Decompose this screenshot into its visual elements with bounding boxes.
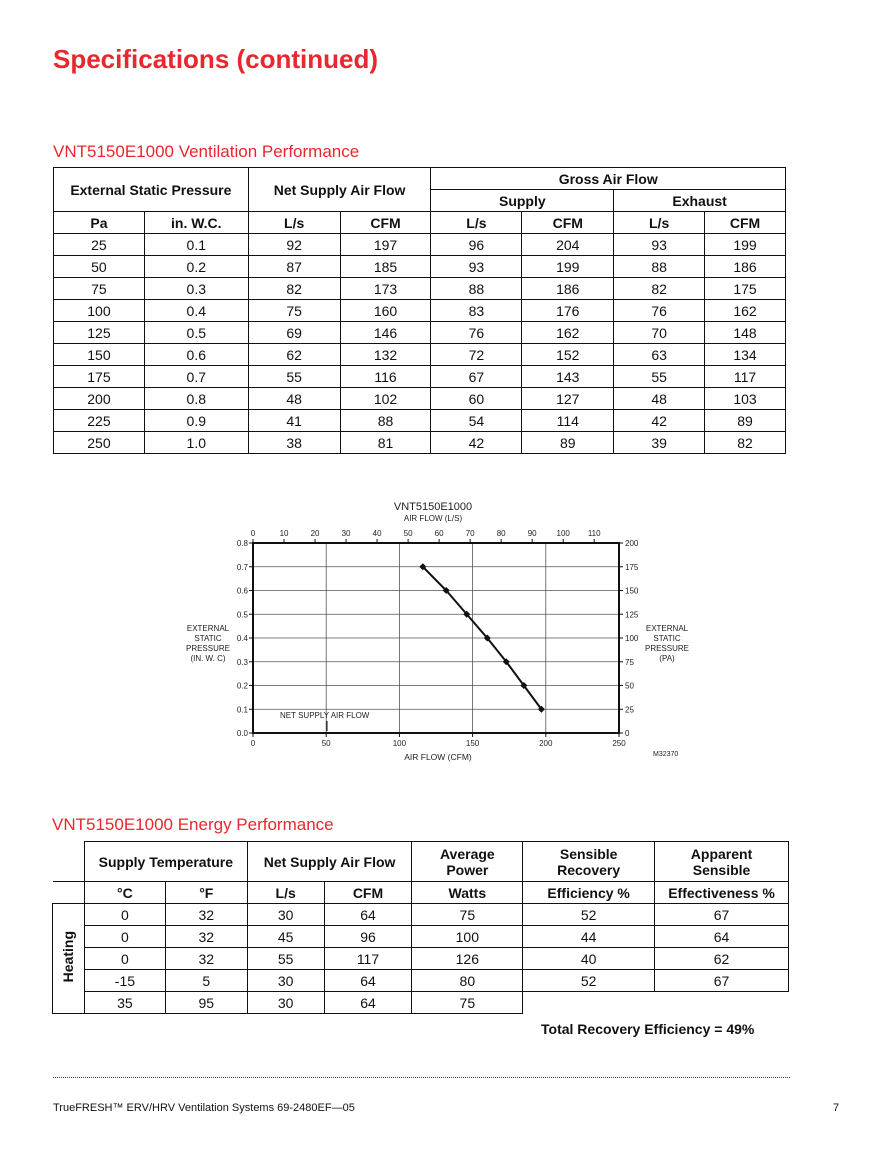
table-cell: 162 — [522, 322, 614, 344]
table-cell: 54 — [431, 410, 522, 432]
header-sensible-recovery: Sensible Recovery — [523, 842, 655, 882]
table-cell: 88 — [614, 256, 705, 278]
x-tick-label: 150 — [465, 739, 480, 748]
table-cell: 63 — [614, 344, 705, 366]
table-row — [53, 904, 789, 926]
table-cell: 186 — [522, 278, 614, 300]
footer-text: TrueFRESH™ ERV/HRV Ventilation Systems 69-2480EF—05 — [53, 1102, 355, 1114]
table-cell: 62 — [248, 344, 340, 366]
x-top-tick-label: 10 — [279, 529, 289, 538]
table-cell: 0 — [84, 926, 165, 948]
header-average-power: Average Power — [412, 842, 523, 882]
table-cell: 55 — [614, 366, 705, 388]
x-top-tick-label: 60 — [434, 529, 444, 538]
table-cell: 162 — [705, 300, 786, 322]
table-cell: 81 — [340, 432, 431, 454]
table-cell: 102 — [340, 388, 431, 410]
table-cell: 150 — [54, 344, 145, 366]
table-cell: 48 — [614, 388, 705, 410]
table-row — [54, 322, 786, 344]
ventilation-performance-table — [53, 167, 786, 454]
table-cell: 38 — [248, 432, 340, 454]
table-cell: 0.7 — [144, 366, 248, 388]
table-cell: 88 — [431, 278, 522, 300]
x-top-tick-label: 40 — [372, 529, 382, 538]
table-row — [53, 926, 789, 948]
table-cell: 0.6 — [144, 344, 248, 366]
table-cell: 148 — [705, 322, 786, 344]
x-tick-label: 50 — [321, 739, 331, 748]
table-cell: 89 — [705, 410, 786, 432]
y-left-axis-label-line: EXTERNAL — [186, 624, 230, 633]
unit-header: CFM — [340, 212, 431, 234]
table-cell: 76 — [614, 300, 705, 322]
table-cell: 173 — [340, 278, 431, 300]
y-right-tick-label: 150 — [625, 586, 639, 596]
table-row — [53, 970, 789, 992]
unit-header: CFM — [324, 882, 412, 904]
x-top-tick-label: 70 — [465, 529, 475, 538]
table-cell: 152 — [522, 344, 614, 366]
y-left-axis-label-line: STATIC — [194, 634, 222, 643]
unit-header: L/s — [431, 212, 522, 234]
y-tick-label: 0.3 — [236, 657, 248, 667]
table-cell: 185 — [340, 256, 431, 278]
x-axis-label: AIR FLOW (CFM) — [404, 752, 472, 762]
table-cell: 35 — [84, 992, 165, 1014]
table-cell: 75 — [54, 278, 145, 300]
table-cell: 176 — [522, 300, 614, 322]
table-cell: 70 — [614, 322, 705, 344]
table-cell: 0.2 — [144, 256, 248, 278]
y-right-tick-label: 175 — [625, 562, 639, 572]
table-cell: 82 — [614, 278, 705, 300]
table-cell: 75 — [412, 992, 523, 1014]
table-cell: 96 — [431, 234, 522, 256]
table-cell: 175 — [54, 366, 145, 388]
table-cell: 64 — [324, 904, 412, 926]
table-cell: 134 — [705, 344, 786, 366]
table-cell: 42 — [614, 410, 705, 432]
table-cell: 30 — [247, 970, 324, 992]
header-supply-temperature: Supply Temperature — [84, 842, 247, 882]
header-exhaust: Exhaust — [614, 190, 786, 212]
y-tick-label: 0.2 — [236, 681, 248, 691]
table-cell: 82 — [248, 278, 340, 300]
y-tick-label: 0.7 — [236, 562, 248, 572]
heating-label-text: Heating — [60, 931, 77, 983]
y-tick-label: 0.0 — [236, 729, 248, 738]
table-cell: 67 — [655, 970, 789, 992]
y-right-tick-label: 75 — [625, 657, 634, 667]
table-cell: 69 — [248, 322, 340, 344]
header-net-supply-air-flow: Net Supply Air Flow — [248, 168, 431, 212]
header-gross-air-flow: Gross Air Flow — [431, 168, 786, 190]
y-right-tick-label: 125 — [625, 610, 639, 620]
table-cell: 41 — [248, 410, 340, 432]
table-cell: 80 — [412, 970, 523, 992]
table-cell: 75 — [248, 300, 340, 322]
table-cell: 114 — [522, 410, 614, 432]
table-cell: 1.0 — [144, 432, 248, 454]
table-cell: 89 — [522, 432, 614, 454]
figure-id: M32370 — [653, 751, 679, 758]
table-cell: 62 — [655, 948, 789, 970]
table-cell: 132 — [340, 344, 431, 366]
table-cell: 186 — [705, 256, 786, 278]
y-tick-label: 0.4 — [236, 634, 248, 643]
y-right-axis-label-line: STATIC — [653, 634, 681, 643]
y-tick-label: 0.5 — [236, 610, 248, 620]
table-cell: 82 — [705, 432, 786, 454]
table-cell: 116 — [340, 366, 431, 388]
table-cell: 75 — [412, 904, 523, 926]
unit-header: in. W.C. — [144, 212, 248, 234]
table-cell: 0.3 — [144, 278, 248, 300]
table-cell: 126 — [412, 948, 523, 970]
y-tick-label: 0.1 — [236, 705, 248, 715]
table-cell: 0 — [84, 904, 165, 926]
table-cell: 87 — [248, 256, 340, 278]
table-cell: 250 — [54, 432, 145, 454]
unit-header: Watts — [412, 882, 523, 904]
unit-header: CFM — [705, 212, 786, 234]
total-recovery-efficiency: Total Recovery Efficiency = 49% — [541, 1021, 755, 1037]
header-net-supply-air-flow: Net Supply Air Flow — [247, 842, 412, 882]
table-row — [54, 300, 786, 322]
table-cell: 96 — [324, 926, 412, 948]
unit-header: CFM — [522, 212, 614, 234]
table-cell: 93 — [614, 234, 705, 256]
table-cell: 48 — [248, 388, 340, 410]
unit-header: Efficiency % — [523, 882, 655, 904]
y-right-axis-label-line: EXTERNAL — [645, 624, 689, 633]
table-cell: 25 — [54, 234, 145, 256]
table-row — [54, 234, 786, 256]
header-apparent-sensible: Apparent Sensible — [655, 842, 789, 882]
energy-heading: VNT5150E1000 Energy Performance — [52, 815, 334, 834]
table-cell: 93 — [431, 256, 522, 278]
table-cell: 5 — [165, 970, 247, 992]
header-external-static-pressure: External Static Pressure — [54, 168, 249, 212]
table-cell: 0.5 — [144, 322, 248, 344]
table-cell: 44 — [523, 926, 655, 948]
x-top-tick-label: 20 — [310, 529, 320, 538]
table-cell: 88 — [340, 410, 431, 432]
table-cell: 0.8 — [144, 388, 248, 410]
table-row — [54, 278, 786, 300]
table-cell: 143 — [522, 366, 614, 388]
table-cell: 0.9 — [144, 410, 248, 432]
table-cell: 204 — [522, 234, 614, 256]
table-cell: 160 — [340, 300, 431, 322]
unit-header: Pa — [54, 212, 145, 234]
table-cell: 199 — [705, 234, 786, 256]
x-top-tick-label: 80 — [496, 529, 506, 538]
header-supply: Supply — [431, 190, 614, 212]
x-top-tick-label: 0 — [250, 529, 256, 538]
table-row — [53, 948, 789, 970]
empty-corner — [53, 842, 85, 882]
table-cell: 103 — [705, 388, 786, 410]
empty-cell — [523, 992, 789, 1014]
table-cell: 83 — [431, 300, 522, 322]
table-cell: 117 — [324, 948, 412, 970]
table-cell: 55 — [248, 366, 340, 388]
table-row — [54, 366, 786, 388]
y-right-axis-label-line: (PA) — [659, 654, 675, 663]
x-top-tick-label: 30 — [341, 529, 351, 538]
table-cell: 200 — [54, 388, 145, 410]
y-right-tick-label: 0 — [625, 729, 630, 738]
unit-header: L/s — [248, 212, 340, 234]
dotted-divider — [53, 1077, 790, 1078]
x-tick-label: 100 — [392, 739, 407, 748]
table-cell: 92 — [248, 234, 340, 256]
table-cell: 64 — [655, 926, 789, 948]
x-top-tick-label: 50 — [403, 529, 413, 538]
table-cell: 95 — [165, 992, 247, 1014]
table-cell: 30 — [247, 992, 324, 1014]
table-cell: 67 — [655, 904, 789, 926]
unit-header: °F — [165, 882, 247, 904]
table-cell: 60 — [431, 388, 522, 410]
table-row — [54, 388, 786, 410]
chart-title: VNT5150E1000 — [393, 501, 473, 513]
table-cell: 100 — [54, 300, 145, 322]
x-top-tick-label: 110 — [587, 529, 601, 538]
table-cell: -15 — [84, 970, 165, 992]
table-cell: 45 — [247, 926, 324, 948]
table-cell: 67 — [431, 366, 522, 388]
table-cell: 100 — [412, 926, 523, 948]
table-cell: 117 — [705, 366, 786, 388]
table-row — [53, 992, 789, 1014]
energy-performance-table — [52, 841, 789, 1014]
y-right-tick-label: 25 — [625, 705, 634, 715]
x-tick-label: 0 — [250, 739, 256, 748]
y-right-tick-label: 50 — [625, 681, 634, 691]
x-top-axis-label: AIR FLOW (L/S) — [403, 514, 463, 523]
unit-header: Effectiveness % — [655, 882, 789, 904]
table-cell: 32 — [165, 948, 247, 970]
table-cell: 0.1 — [144, 234, 248, 256]
table-row — [54, 432, 786, 454]
table-cell: 39 — [614, 432, 705, 454]
series-label: NET SUPPLY AIR FLOW — [280, 711, 370, 720]
unit-header: L/s — [247, 882, 324, 904]
table-cell: 52 — [523, 904, 655, 926]
table-cell: 175 — [705, 278, 786, 300]
y-tick-label: 0.6 — [236, 586, 248, 596]
unit-header: L/s — [614, 212, 705, 234]
table-cell: 125 — [54, 322, 145, 344]
y-left-axis-label-line: PRESSURE — [185, 644, 231, 653]
page-title: Specifications (continued) — [53, 44, 379, 74]
table-cell: 64 — [324, 970, 412, 992]
table-cell: 0.4 — [144, 300, 248, 322]
table-cell: 32 — [165, 926, 247, 948]
table-cell: 225 — [54, 410, 145, 432]
y-tick-label: 0.8 — [236, 539, 248, 548]
table-row — [54, 410, 786, 432]
x-top-tick-label: 90 — [527, 529, 537, 538]
unit-header: °C — [84, 882, 165, 904]
y-right-tick-label: 100 — [625, 634, 639, 643]
x-top-tick-label: 100 — [556, 529, 570, 538]
x-tick-label: 250 — [612, 739, 626, 748]
x-tick-label: 200 — [539, 739, 553, 748]
table-cell: 197 — [340, 234, 431, 256]
table-cell: 72 — [431, 344, 522, 366]
table-cell: 199 — [522, 256, 614, 278]
table-cell: 52 — [523, 970, 655, 992]
net-supply-air-flow-chart — [170, 495, 710, 770]
heating-side-label — [53, 904, 85, 1014]
table-row — [54, 344, 786, 366]
table-cell: 64 — [324, 992, 412, 1014]
table-cell: 32 — [165, 904, 247, 926]
table-cell: 50 — [54, 256, 145, 278]
y-right-tick-label: 200 — [625, 539, 639, 548]
table-cell: 55 — [247, 948, 324, 970]
empty-corner — [53, 882, 85, 904]
table-cell: 30 — [247, 904, 324, 926]
y-left-axis-label-line: (IN. W. C) — [190, 654, 226, 663]
table-cell: 146 — [340, 322, 431, 344]
table-cell: 42 — [431, 432, 522, 454]
table-row — [54, 256, 786, 278]
ventilation-heading: VNT5150E1000 Ventilation Performance — [53, 142, 360, 161]
table-cell: 0 — [84, 948, 165, 970]
page-number: 7 — [833, 1102, 840, 1114]
table-cell: 40 — [523, 948, 655, 970]
y-right-axis-label-line: PRESSURE — [644, 644, 690, 653]
table-cell: 76 — [431, 322, 522, 344]
table-cell: 127 — [522, 388, 614, 410]
